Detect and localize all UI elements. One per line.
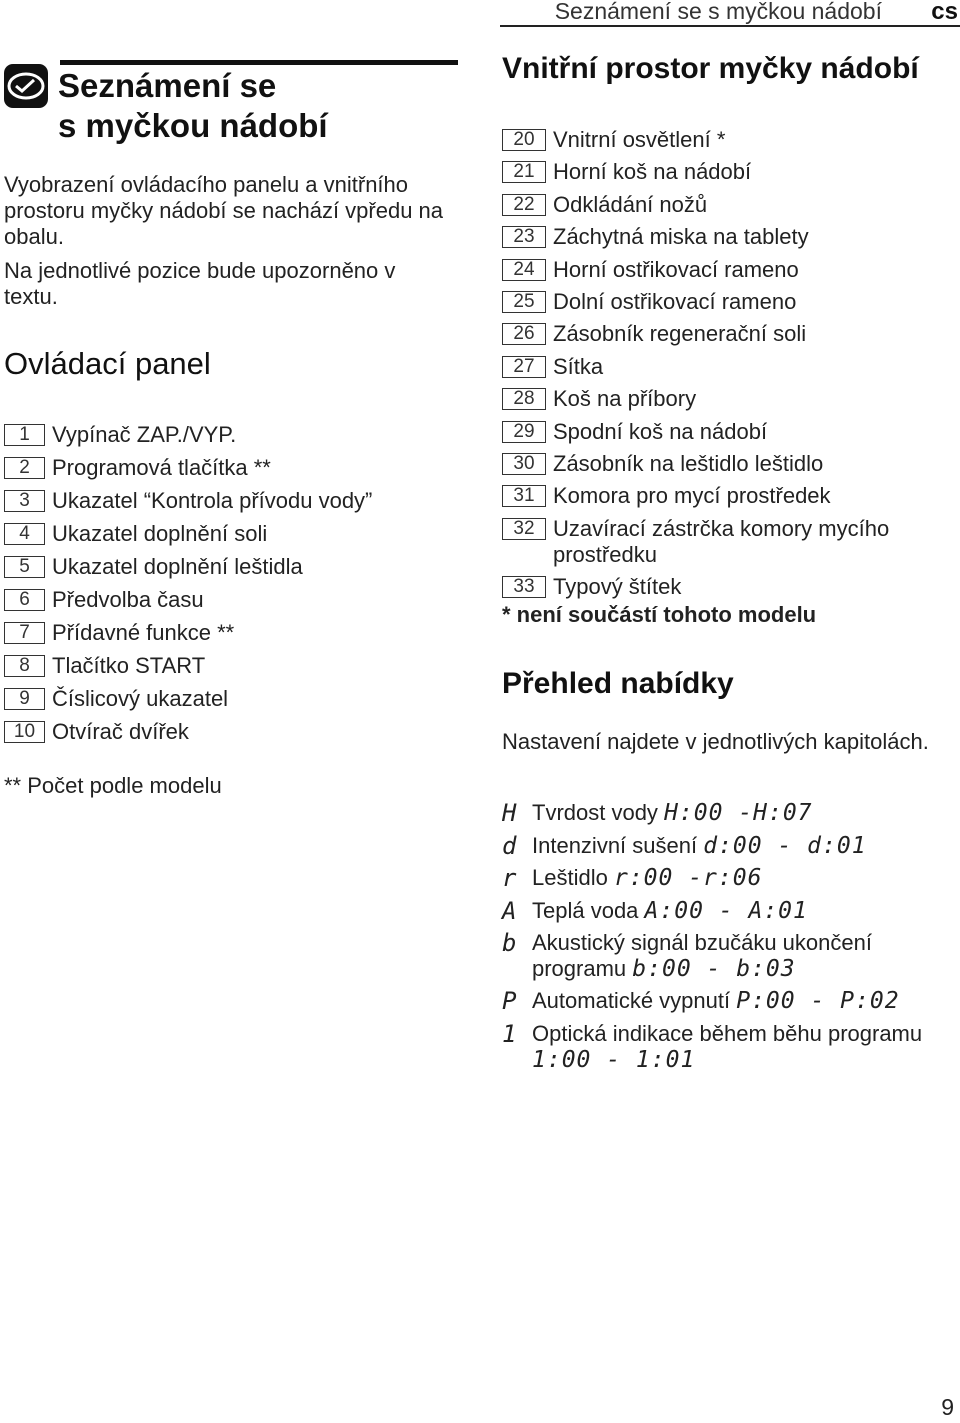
item-label: Otvírač dvířek — [52, 719, 189, 744]
item-number-badge: 33 — [502, 576, 546, 598]
item-label: Záchytná miska na tablety — [553, 224, 809, 250]
list-item — [502, 257, 952, 289]
menu-item — [502, 930, 952, 988]
list-item — [4, 521, 460, 554]
menu-item-label: Akustický signál bzučáku ukončení programu — [532, 930, 872, 981]
item-label: Typový štítek — [553, 573, 682, 599]
item-label: Uzavírací zástrčka komory mycího prostředku — [553, 515, 890, 567]
menu-item — [502, 1021, 952, 1079]
menu-item — [502, 865, 952, 898]
item-number-badge: 29 — [502, 421, 546, 443]
menu-item-label: Automatické vypnutí — [532, 988, 731, 1013]
menu-item — [502, 988, 952, 1021]
list-item — [502, 127, 952, 159]
menu-item-label: Teplá voda — [532, 897, 639, 923]
item-number-badge: 21 — [502, 161, 546, 183]
item-label: Ukazatel doplnění soli — [52, 521, 268, 546]
item-number-badge: 7 — [4, 622, 45, 644]
list-item — [502, 516, 952, 574]
list-item — [4, 587, 460, 620]
header-rule — [500, 25, 960, 27]
item-label: Horní ostřikovací rameno — [553, 256, 799, 282]
list-item — [502, 386, 952, 418]
menu-item-range: A:00 - A:01 — [644, 897, 808, 924]
dishwasher-info-icon — [4, 64, 48, 108]
menu-code: A — [502, 896, 517, 925]
item-number-badge: 31 — [502, 485, 546, 507]
item-number-badge: 24 — [502, 259, 546, 281]
item-label: Ukazatel doplnění leštidla — [52, 554, 303, 579]
menu-item-text — [532, 865, 762, 891]
item-number-badge: 10 — [4, 721, 45, 743]
item-number-badge: 27 — [502, 356, 546, 378]
item-number-badge: 28 — [502, 388, 546, 410]
menu-code: H — [502, 799, 517, 827]
menu-item-range: r:00 -r:06 — [613, 865, 763, 891]
menu-item-text — [532, 930, 952, 982]
chapter-rule — [60, 60, 458, 65]
menu-item-text — [532, 833, 867, 859]
menu-item-label: Intenzivní sušení — [532, 832, 698, 858]
item-label: Programová tlačítka ** — [52, 455, 271, 480]
interior-list — [502, 127, 952, 602]
item-label: Vnitrní osvětlení * — [553, 127, 726, 152]
item-number-badge: 9 — [4, 688, 45, 710]
language-code: cs — [931, 0, 958, 25]
intro-paragraph-1: Vyobrazení ovládacího panelu a vnitřního prostoru myčky nádobí se nachází vpředu na obalu. — [4, 172, 444, 249]
interior-heading: Vnitřní prostor myčky nádobí — [502, 52, 919, 85]
item-number-badge: 1 — [4, 424, 45, 446]
item-number-badge: 2 — [4, 457, 45, 479]
menu-item-text — [532, 988, 900, 1014]
menu-item-range: d:00 - d:01 — [703, 832, 867, 859]
menu-item-label: Leštidlo — [532, 865, 608, 890]
control-panel-list — [4, 422, 460, 752]
menu-item-label: Tvrdost vody — [532, 800, 658, 825]
item-number-badge: 4 — [4, 523, 45, 545]
item-number-badge: 25 — [502, 291, 546, 313]
interior-footnote: * není součástí tohoto modelu — [502, 602, 817, 627]
list-item — [4, 686, 460, 719]
menu-code: b — [502, 929, 517, 957]
menu-item-range: 1:00 - 1:01 — [532, 1046, 696, 1073]
menu-intro: Nastavení najdete v jednotlivých kapitolách. — [502, 729, 929, 754]
list-item — [4, 719, 460, 752]
list-item — [502, 574, 952, 602]
chapter-title-line1: Seznámení se — [58, 67, 277, 104]
item-label: Přídavné funkce ** — [52, 620, 235, 645]
chapter-title-line2: s myčkou nádobí — [58, 107, 328, 144]
list-item — [502, 419, 952, 451]
list-item — [4, 488, 460, 521]
item-label: Horní koš na nádobí — [553, 159, 752, 185]
list-item — [502, 451, 952, 483]
item-label: Komora pro mycí prostředek — [553, 483, 831, 509]
list-item — [502, 289, 952, 321]
item-label: Vypínač ZAP./VYP. — [52, 422, 237, 447]
item-label: Koš na příbory — [553, 386, 697, 412]
list-item — [502, 159, 952, 191]
list-item — [502, 354, 952, 386]
intro-paragraph-2: Na jednotlivé pozice bude upozorněno v textu. — [4, 258, 396, 309]
list-item — [502, 483, 952, 515]
menu-code: r — [502, 864, 517, 892]
list-item — [4, 455, 460, 488]
list-item — [4, 422, 460, 455]
control-panel-footnote: ** Počet podle modelu — [4, 773, 222, 798]
menu-item-text — [532, 800, 813, 826]
item-label: Tlačítko START — [52, 653, 206, 678]
item-number-badge: 30 — [502, 453, 546, 475]
control-panel-heading: Ovládací panel — [4, 346, 211, 381]
item-number-badge: 6 — [4, 589, 45, 611]
item-label: Předvolba času — [52, 587, 204, 612]
menu-item-range: b:00 - b:03 — [632, 956, 796, 982]
menu-item-range: P:00 - P:02 — [736, 988, 900, 1014]
list-item — [4, 653, 460, 686]
list-item — [502, 224, 952, 256]
menu-item-text — [532, 898, 808, 924]
item-number-badge: 22 — [502, 194, 546, 216]
item-number-badge: 5 — [4, 556, 45, 578]
item-number-badge: 3 — [4, 490, 45, 512]
menu-item-range: H:00 -H:07 — [664, 800, 813, 826]
item-label: Ukazatel “Kontrola přívodu vody” — [52, 488, 373, 513]
menu-item-text — [532, 1021, 952, 1073]
item-label: Odkládání nožů — [553, 191, 708, 217]
list-item — [502, 192, 952, 224]
item-number-badge: 32 — [502, 518, 546, 540]
item-number-badge: 23 — [502, 226, 546, 248]
item-label: Zásobník regenerační soli — [553, 321, 807, 347]
menu-code: d — [502, 831, 517, 860]
item-number-badge: 20 — [502, 129, 546, 151]
item-label: Dolní ostřikovací rameno — [553, 288, 797, 314]
item-label: Sítka — [553, 353, 604, 379]
list-item — [502, 321, 952, 353]
menu-heading: Přehled nabídky — [502, 667, 734, 700]
item-label: Spodní koš na nádobí — [553, 418, 768, 444]
menu-list — [502, 800, 952, 1079]
menu-item — [502, 898, 952, 931]
chapter-title — [58, 66, 328, 146]
item-label: Číslicový ukazatel — [52, 686, 229, 711]
list-item — [4, 554, 460, 587]
menu-code: P — [502, 987, 517, 1015]
menu-item — [502, 833, 952, 866]
page-number: 9 — [941, 1394, 954, 1420]
item-number-badge: 26 — [502, 323, 546, 345]
menu-item-label: Optická indikace během běhu programu — [532, 1020, 923, 1046]
menu-code: 1 — [502, 1019, 517, 1048]
item-number-badge: 8 — [4, 655, 45, 677]
running-title: Seznámení se s myčkou nádobí — [554, 0, 882, 24]
running-header — [500, 0, 960, 26]
item-label: Zásobník na leštidlo leštidlo — [553, 450, 824, 476]
list-item — [4, 620, 460, 653]
menu-item — [502, 800, 952, 833]
